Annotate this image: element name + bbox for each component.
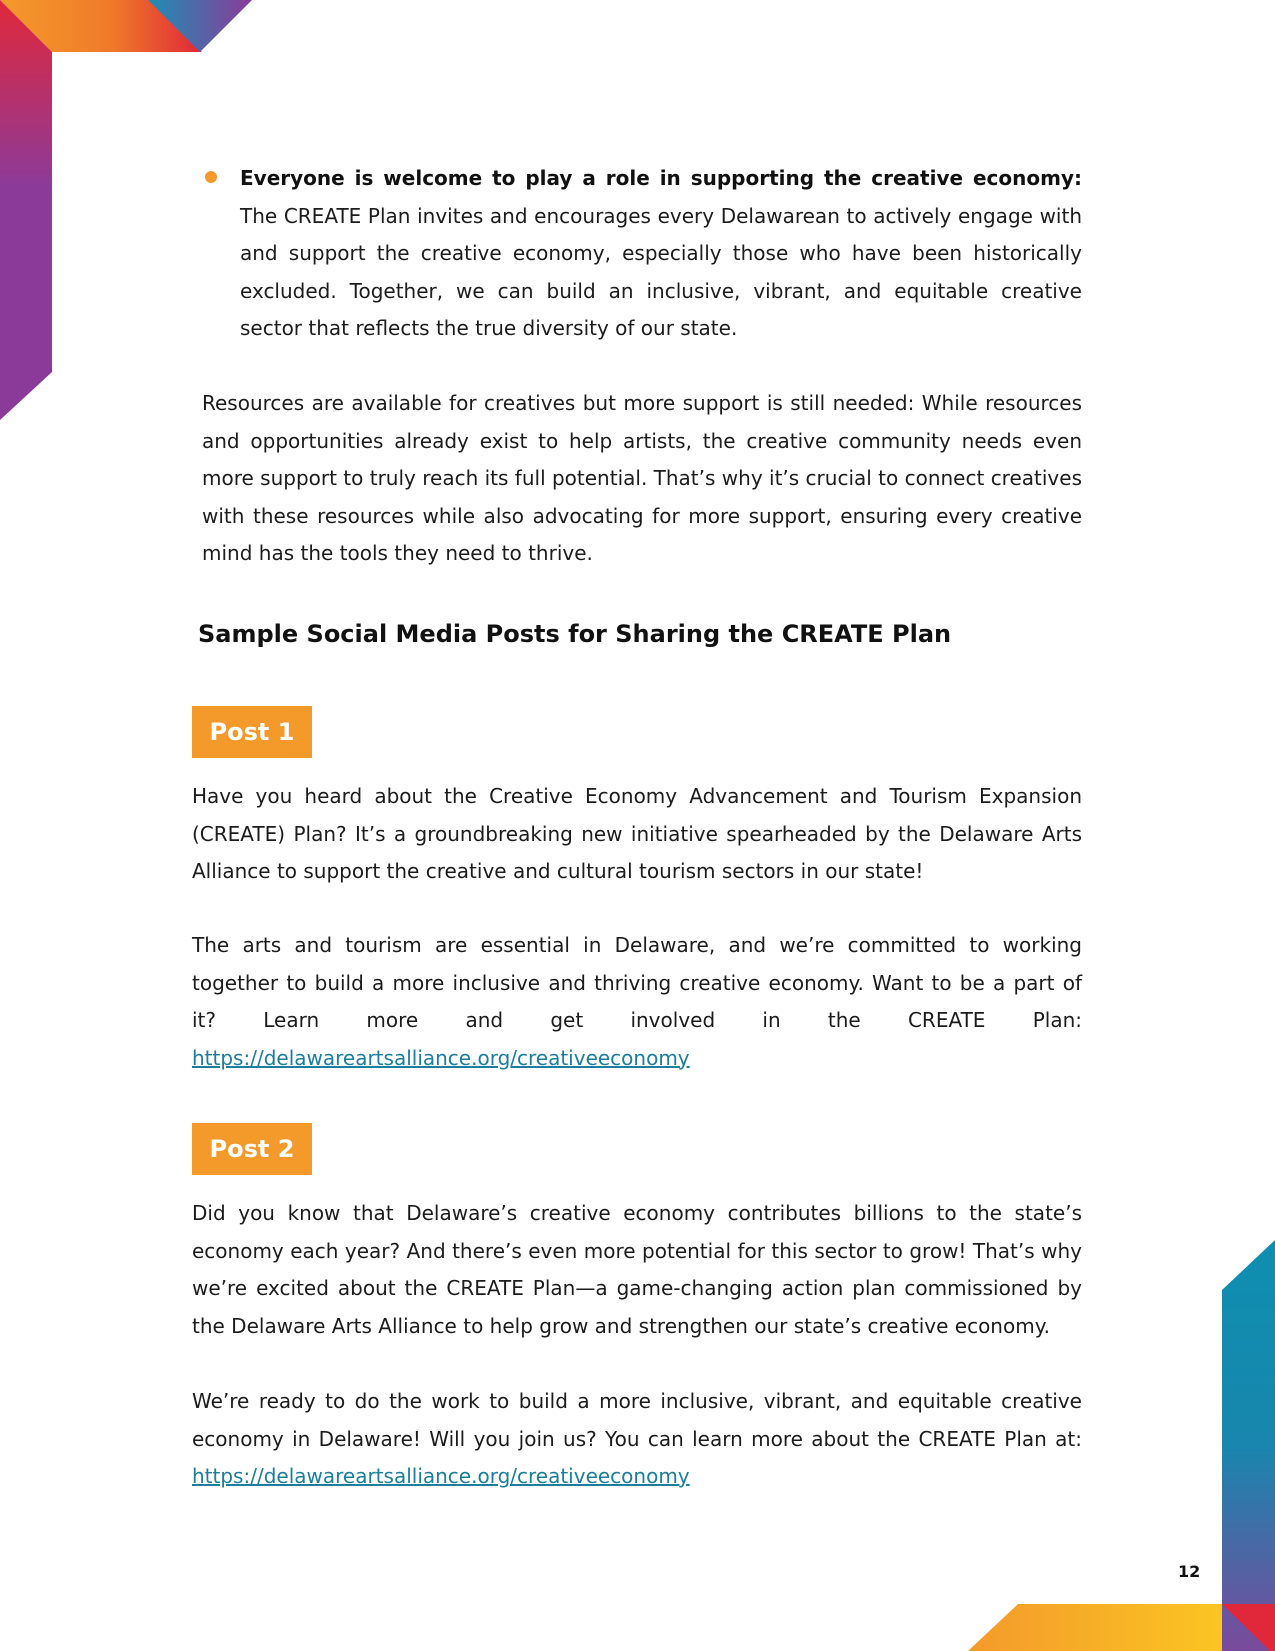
post2-paragraph2 [192, 1383, 1082, 1496]
post1-paragraph2 [192, 927, 1082, 1077]
post2-link[interactable]: https://delawareartsalliance.org/creativeeconomy [192, 1464, 690, 1488]
left-vertical-band [0, 0, 52, 420]
bullet-item [240, 160, 1082, 348]
section-heading: Sample Social Media Posts for Sharing the CREATE Plan [198, 620, 952, 648]
page-number: 12 [1178, 1562, 1201, 1581]
post1-paragraph1: Have you heard about the Creative Economy Advancement and Tourism Expansion (CREATE) Plan? It’s a groundbreaking new initiative spearheaded by the Delaware Arts Alliance to support the creative and cultural tourism sectors in our state! [192, 784, 1082, 883]
post2-paragraph2-text: We’re ready to do the work to build a more inclusive, vibrant, and equitable creative economy in Delaware! Will you join us? You can learn more about the CREATE Plan at: [192, 1389, 1082, 1451]
post1-badge: Post 1 [192, 706, 312, 758]
resources-paragraph: Resources are available for creatives but more support is still needed: While resources and opportunities already exist to help artists, the creative community needs even more support to truly reach its full potential. That’s why it’s crucial to connect creatives with these resources while also advocating for more support, ensuring every creative mind has the tools they need to thrive. [202, 391, 1082, 565]
bullet-lead: Everyone is welcome to play a role in supporting the creative economy: [240, 166, 1082, 190]
right-vertical-band [1222, 1240, 1275, 1651]
post1-paragraph2-text: The arts and tourism are essential in Delaware, and we’re committed to working together to build a more inclusive and thriving creative economy. Want to be a part of it? Learn more and get involved in the CREATE Plan: [192, 933, 1082, 1032]
post2-paragraph1: Did you know that Delaware’s creative economy contributes billions to the state’s economy each year? And there’s even more potential for this sector to grow! That’s why we’re excited about the CREATE Plan—a game-changing action plan commissioned by the Delaware Arts Alliance to help grow and strengthen our state’s creative economy. [192, 1201, 1082, 1338]
post2-badge: Post 2 [192, 1123, 312, 1175]
post1-link[interactable]: https://delawareartsalliance.org/creativeeconomy [192, 1045, 690, 1070]
bottom-yellow-band [968, 1604, 1222, 1651]
bullet-dot [205, 171, 217, 183]
bullet-text: The CREATE Plan invites and encourages every Delawarean to actively engage with and support the creative economy, especially those who have been historically excluded. Together, we can build an inclusive, vibrant, and equitable creative sector that reflects the true diversity of our state. [240, 203, 1082, 340]
